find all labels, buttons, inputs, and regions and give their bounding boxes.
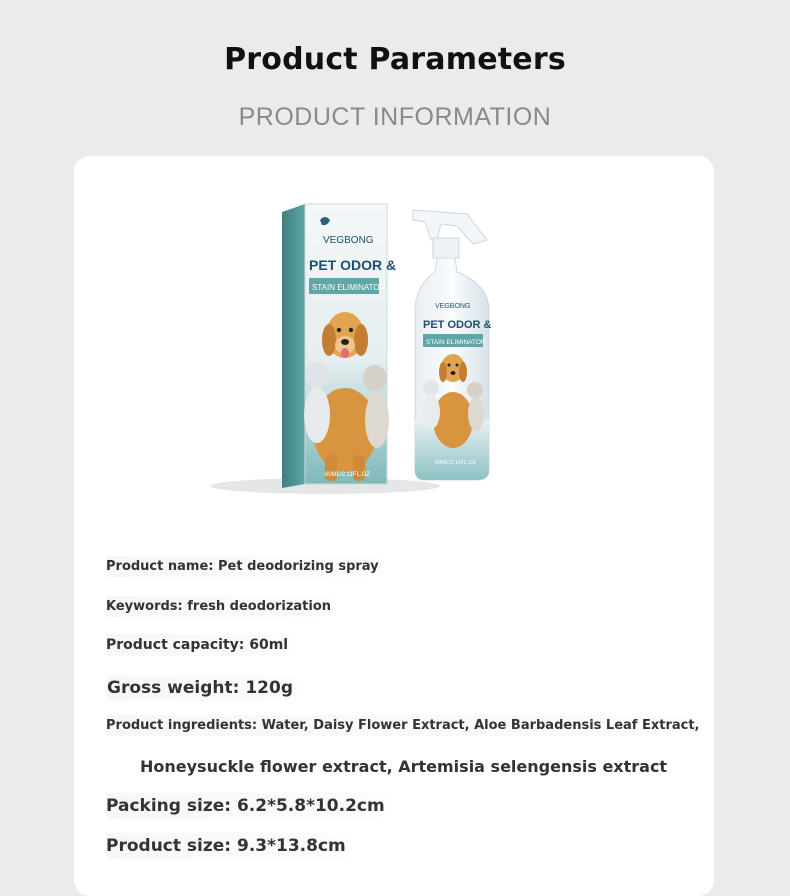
spec-product-name: Product name: Pet deodorizing spray xyxy=(106,556,389,577)
product-image xyxy=(205,200,505,500)
spec-gross-weight: Gross weight: 120g xyxy=(107,675,303,701)
spec-keywords: Keywords: fresh deodorization xyxy=(106,596,341,617)
spec-ingredients: Product ingredients: Water, Daisy Flower Extract, Aloe Barbadensis Leaf Extract, xyxy=(106,715,710,736)
bottle-volume: 60ML/2.11FL.OZ xyxy=(435,460,477,466)
bottle-tagline: STAIN ELIMINATOR xyxy=(426,339,486,346)
bottle-brand: VEGBONG xyxy=(435,303,471,310)
bottle-headline: PET ODOR & xyxy=(423,319,492,331)
spec-packing-size: Packing size: 6.2*5.8*10.2cm xyxy=(106,793,395,819)
box-brand: VEGBONG xyxy=(323,235,374,246)
box-tagline: STAIN ELIMINATOR xyxy=(312,283,386,292)
box-side xyxy=(282,204,305,488)
box-headline: PET ODOR & xyxy=(309,257,397,273)
box-volume: 60ML/2.11FL.OZ xyxy=(325,472,370,478)
spray-trigger-icon xyxy=(413,210,487,258)
page-title: Product Parameters xyxy=(224,42,566,77)
page-subtitle: PRODUCT INFORMATION xyxy=(238,103,552,131)
spec-ingredients-continued: Honeysuckle flower extract, Artemisia selengensis extract xyxy=(140,757,668,776)
spec-capacity: Product capacity: 60ml xyxy=(106,634,298,656)
spec-product-size: Product size: 9.3*13.8cm xyxy=(106,833,356,859)
